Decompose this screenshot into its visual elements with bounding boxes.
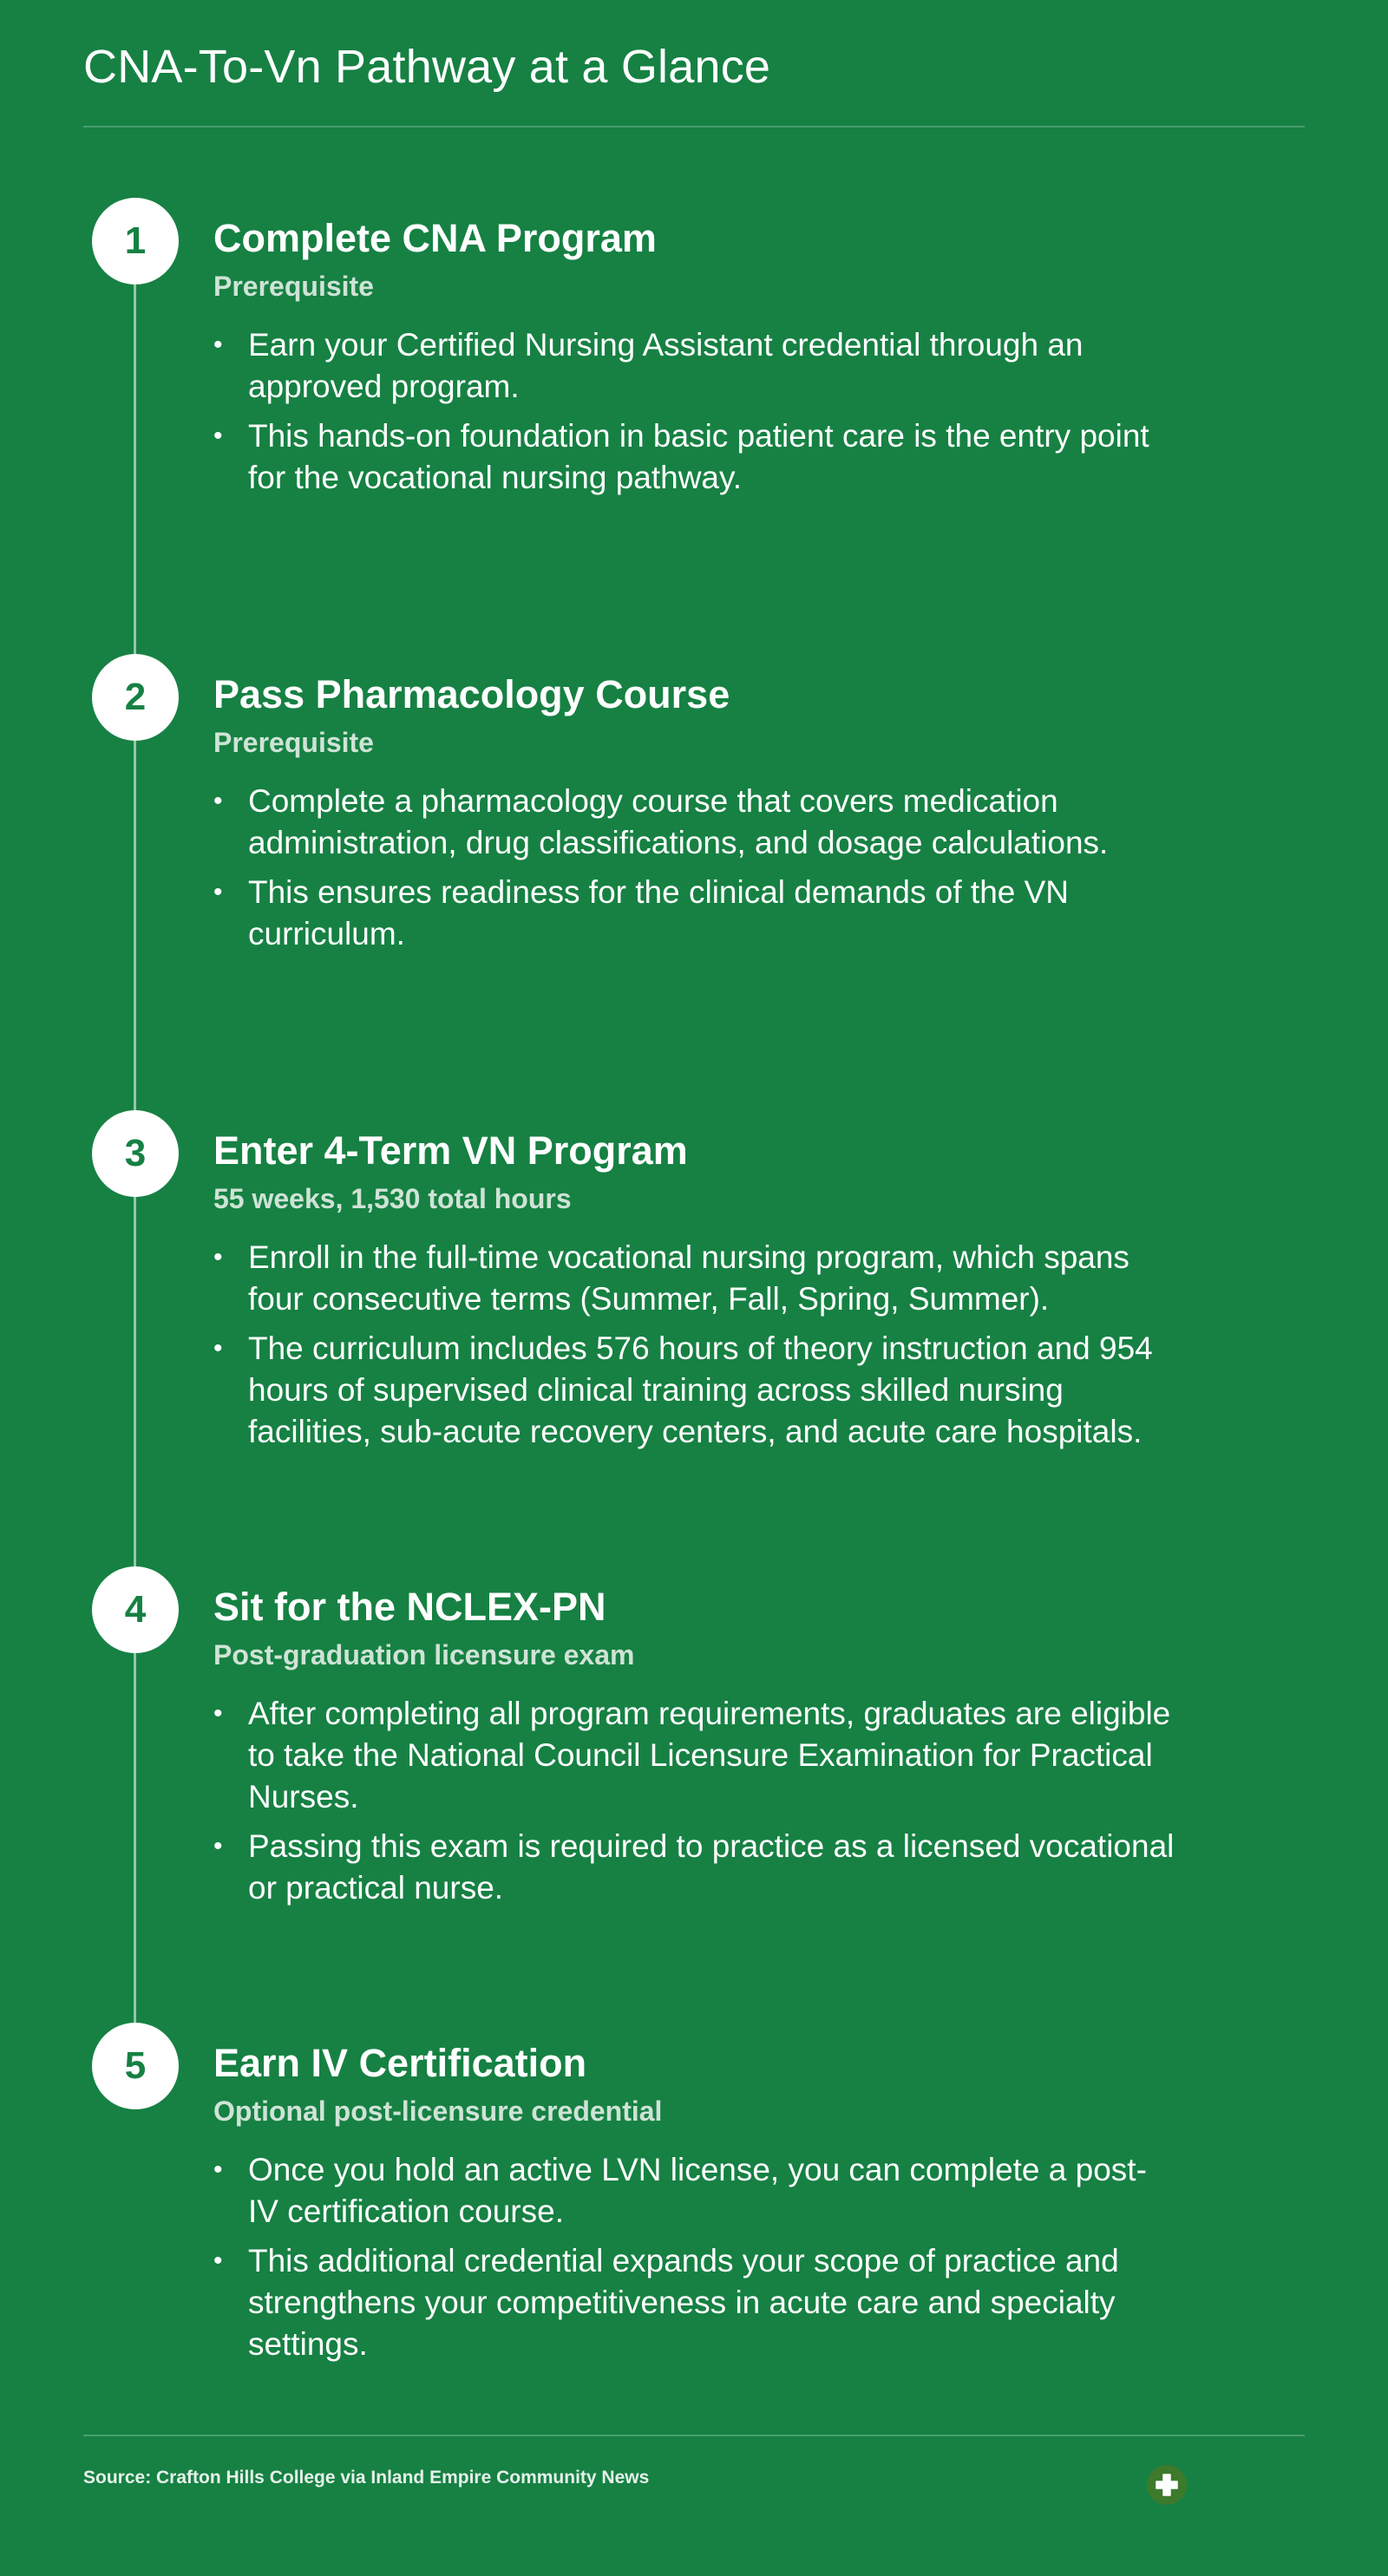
step-content [213, 213, 1185, 507]
header-divider [83, 126, 1305, 127]
step-bullet-list [213, 2149, 1176, 2365]
step-title: Earn IV Certification [213, 2041, 587, 2085]
step-subtitle: Post-graduation licensure exam [213, 1639, 635, 1670]
step-bullet-list [213, 1237, 1176, 1453]
step-content [213, 670, 1185, 963]
step-content [213, 1126, 1185, 1461]
step-content [213, 1582, 1185, 1917]
step-bullet-list [213, 324, 1176, 499]
step-title: Pass Pharmacology Course [213, 672, 730, 716]
step-title: Complete CNA Program [213, 216, 657, 260]
bullet-item: • Passing this exam is required to practice as a licensed vocational or practical nurse. [213, 1826, 1176, 1909]
step-subtitle: Optional post-licensure credential [213, 2095, 663, 2127]
bullet-item: • This ensures readiness for the clinical demands of the VN curriculum. [213, 872, 1176, 955]
step-content [213, 2038, 1185, 2373]
source-credit: Source: Crafton Hills College via Inland Empire Community News [83, 2468, 650, 2488]
bullet-item: • This additional credential expands your scope of practice and strengthens your competitiveness in acute care and specialty settings. [213, 2240, 1176, 2365]
bullet-item: • The curriculum includes 576 hours of theory instruction and 954 hours of supervised clinical training across skilled nursing facilities, sub-acute recovery centers, and acute care hospitals. [213, 1328, 1176, 1453]
step-number-badge: 1 [92, 198, 179, 284]
bullet-item: • Earn your Certified Nursing Assistant credential through an approved program. [213, 324, 1176, 408]
bullet-item: • Enroll in the full-time vocational nursing program, which spans four consecutive terms (Summer, Fall, Spring, Summer). [213, 1237, 1176, 1320]
step-number-badge: 5 [92, 2023, 179, 2109]
bullet-item: • Once you hold an active LVN license, you can complete a post-IV certification course. [213, 2149, 1176, 2233]
step-number-badge: 3 [92, 1110, 179, 1197]
medical-cross-shape [1154, 2472, 1180, 2498]
step-number-badge: 2 [92, 654, 179, 741]
step-title: Enter 4-Term VN Program [213, 1128, 688, 1173]
step-subtitle: Prerequisite [213, 271, 374, 302]
medical-cross-icon [1147, 2465, 1187, 2505]
infographic-page [83, 0, 1305, 2576]
page-title: CNA-To-Vn Pathway at a Glance [83, 41, 771, 93]
header [83, 36, 1305, 97]
bullet-item: • This hands-on foundation in basic patient care is the entry point for the vocational nursing pathway. [213, 415, 1176, 499]
bullet-item: • Complete a pharmacology course that covers medication administration, drug classifications, and dosage calculations. [213, 781, 1176, 864]
step-subtitle: Prerequisite [213, 727, 374, 758]
step-title: Sit for the NCLEX-PN [213, 1585, 606, 1629]
step-number-badge: 4 [92, 1566, 179, 1653]
step-subtitle: 55 weeks, 1,530 total hours [213, 1183, 572, 1214]
step-bullet-list [213, 1693, 1176, 1909]
step-bullet-list [213, 781, 1176, 955]
footer-divider [83, 2435, 1305, 2436]
bullet-item: • After completing all program requirements, graduates are eligible to take the National Council Licensure Examination for Practical Nurses. [213, 1693, 1176, 1818]
